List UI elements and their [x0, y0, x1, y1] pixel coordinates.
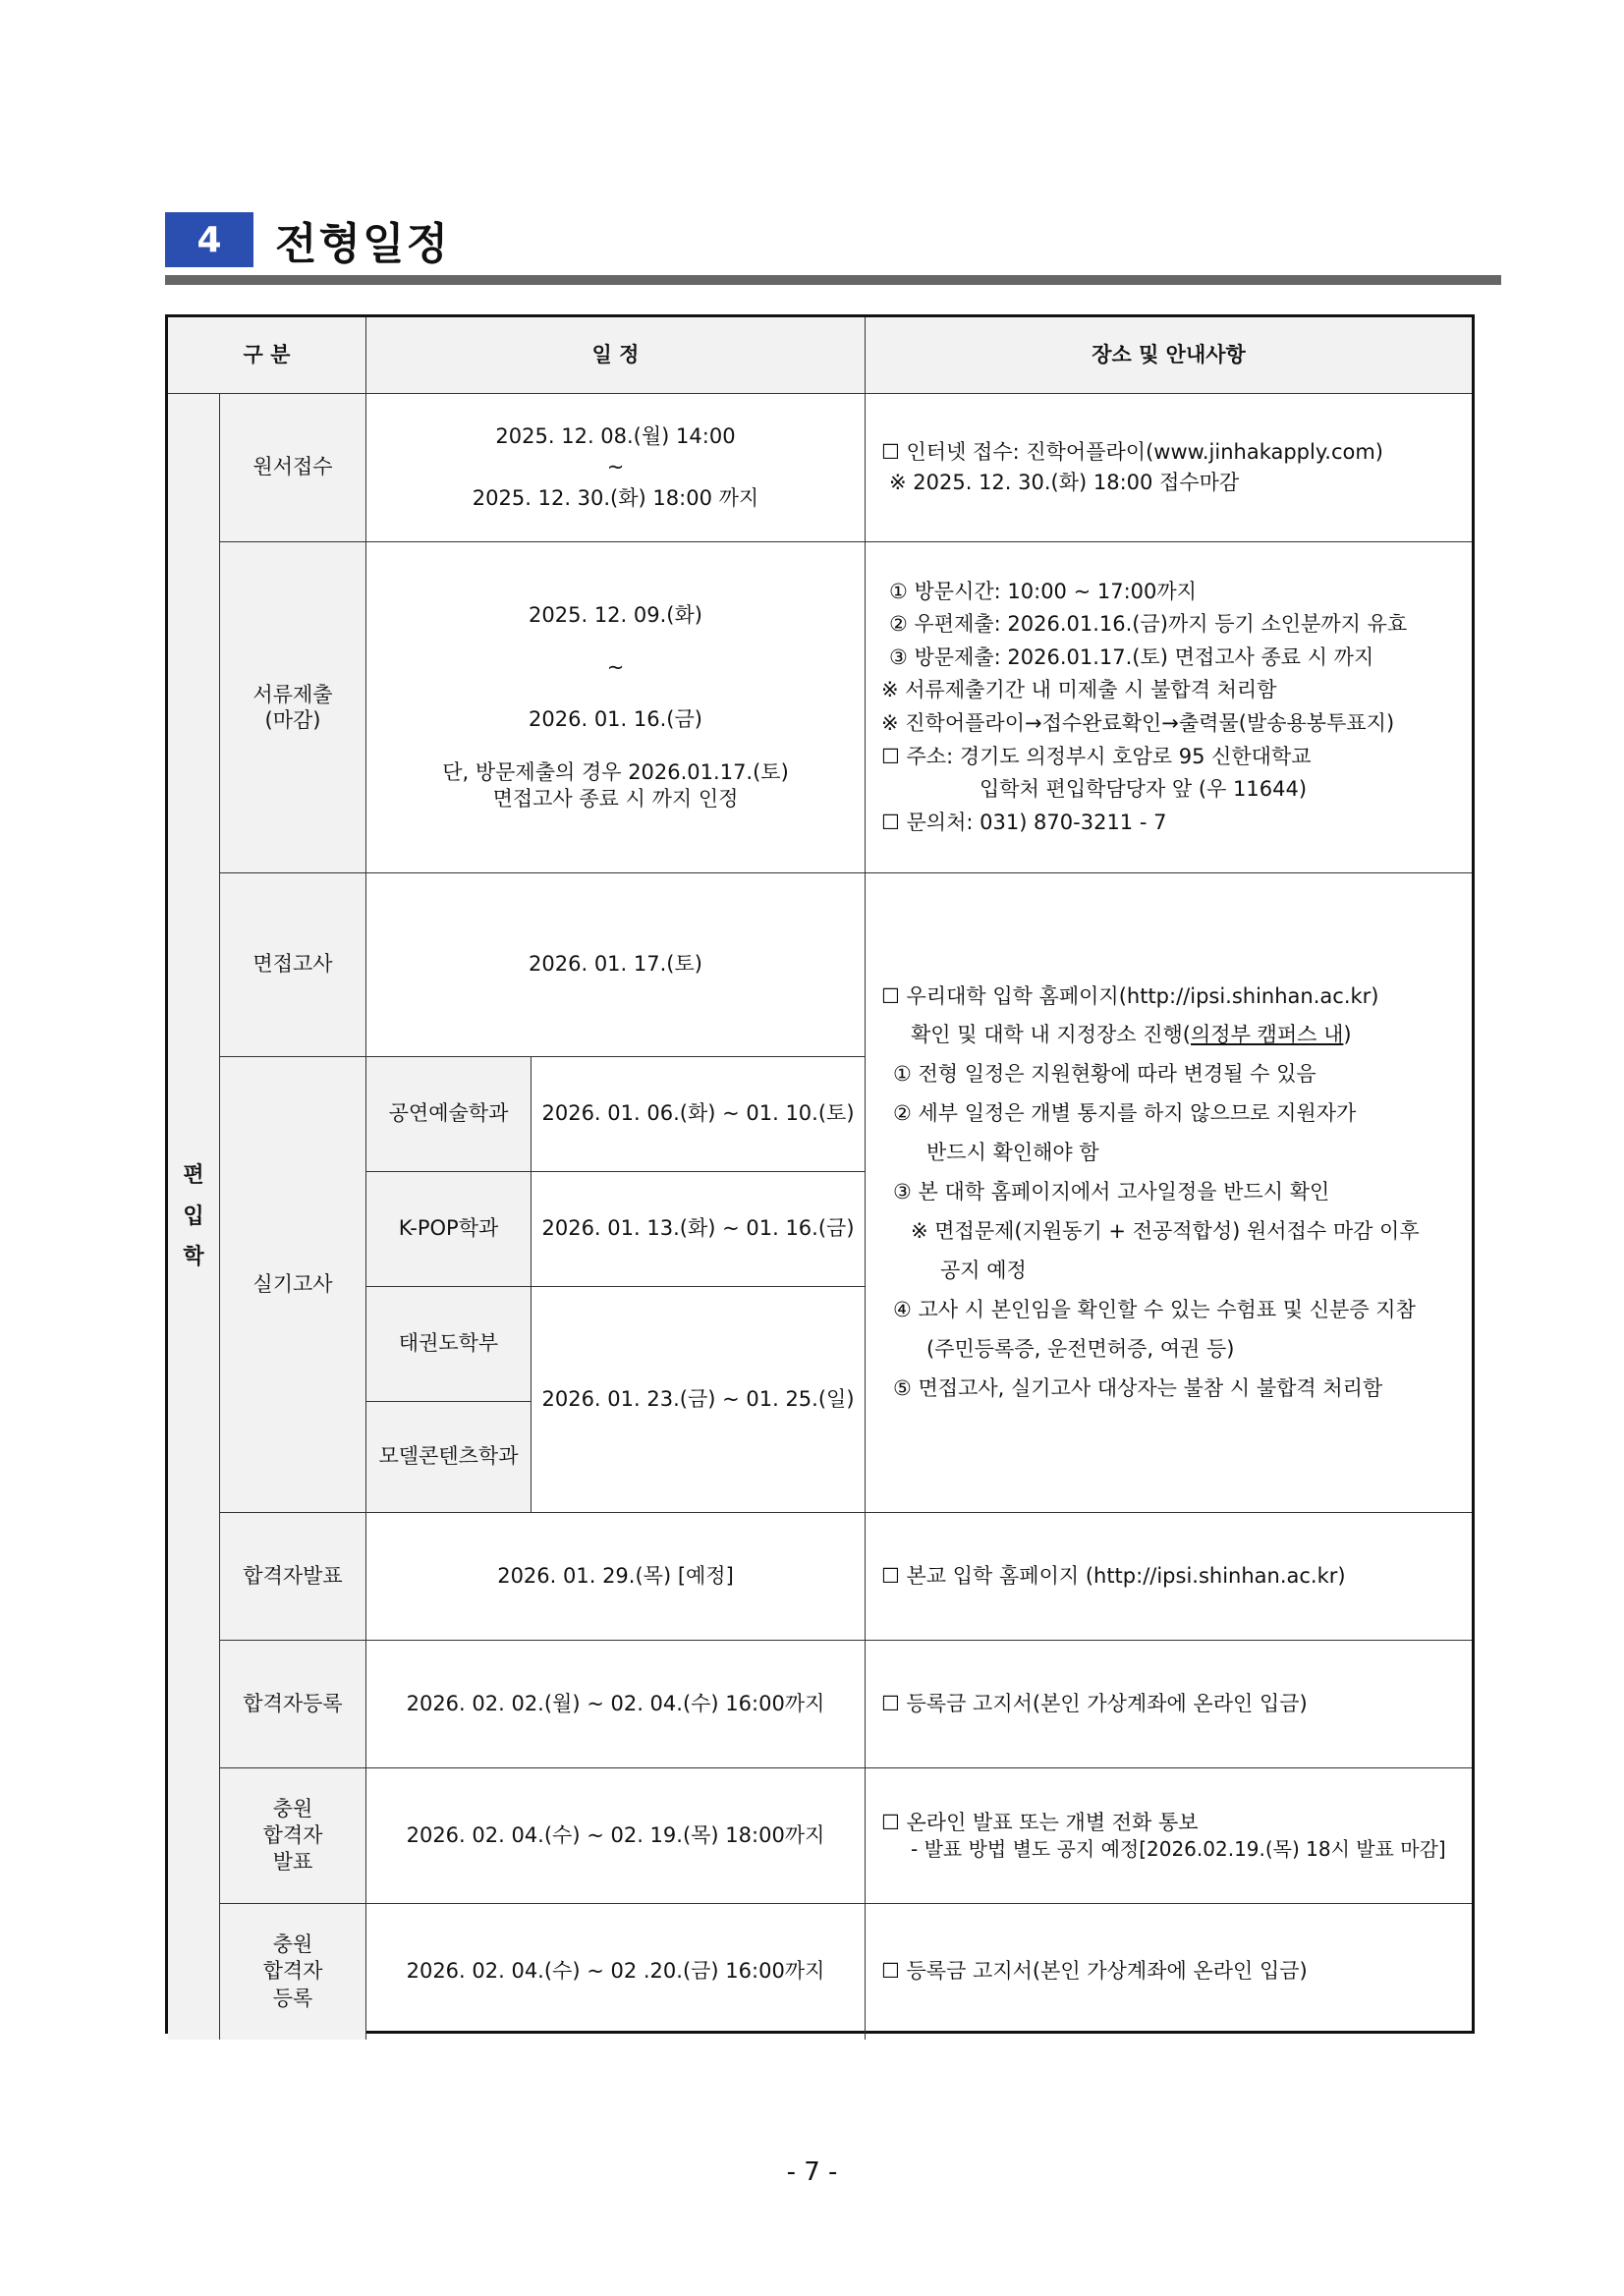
application-schedule: 2025. 12. 08.(월) 14:00 ~ 2025. 12. 30.(화) 18:00 까지 — [366, 394, 866, 542]
row-label-documents: 서류제출 (마감) — [220, 542, 366, 873]
section-title: 전형일정 — [275, 219, 451, 269]
dept-performing-arts-schedule: 2026. 01. 06.(화) ~ 01. 10.(토) — [532, 1057, 866, 1172]
application-notes: ☐ 인터넷 접수: 진학어플라이(www.jinhakapply.com) ※ 2025. 12. 30.(화) 18:00 접수마감 — [866, 394, 1472, 542]
documents-notes: ① 방문시간: 10:00 ~ 17:00까지 ② 우편제출: 2026.01.16.(금)까지 등기 소인분까지 유효 ③ 방문제출: 2026.01.17.(토) 면접고사 종료 시 까지 ※ 서류제출기간 내 미제출 시 불합격 처리함 ※ 진학어플라이→접수완료확인→출력물(발송용봉투표지) ☐ 주소: 경기도 의정부시 호암로 95 신한대학교 입학처 편입학담당자 앞 (우 11644) ☐ 문의처: 031) 870-3211 - 7 — [866, 542, 1472, 873]
row-label-additional-registration: 충원 합격자 등록 — [220, 1904, 366, 2040]
row-label-announcement: 합격자발표 — [220, 1513, 366, 1641]
page-number: - 7 - — [786, 2157, 838, 2187]
header-notes: 장소 및 안내사항 — [866, 317, 1472, 394]
dept-kpop: K-POP학과 — [366, 1172, 532, 1287]
documents-schedule: 2025. 12. 09.(화) ~ 2026. 01. 16.(금) 단, 방문제출의 경우 2026.01.17.(토) 면접고사 종료 시 까지 인정 — [366, 542, 866, 873]
row-label-interview: 면접고사 — [220, 873, 366, 1057]
exam-notes: ☐ 우리대학 입학 홈페이지(http://ipsi.shinhan.ac.kr) 확인 및 대학 내 지정장소 진행(의정부 캠퍼스 내) ① 전형 일정은 지원현황에 따라 변경될 수 있음 ② 세부 일정은 개별 통지를 하지 않으므로 지원자가 반드시 확인해야 함 ③ 본 대학 홈페이지에서 고사일정을 반드시 확인 ※ 면접문제(지원동기 + 전공적합성) 원서접수 마감 이후 공지 예정 ④ 고사 시 본인임을 확인할 수 있는 수험표 및 신분증 지참 (주민등록증, 운전면허증, 여권 등) ⑤ 면접고사, 실기고사 대상자는 불참 시 불합격 처리함 — [866, 873, 1472, 1513]
additional-announcement-notes: ☐ 온라인 발표 또는 개별 전화 통보 - 발표 방법 별도 공지 예정[2026.02.19.(목) 18시 발표 마감] — [866, 1768, 1472, 1904]
header-category: 구 분 — [168, 317, 366, 394]
row-label-additional-announcement: 충원 합격자 발표 — [220, 1768, 366, 1904]
row-label-application: 원서접수 — [220, 394, 366, 542]
additional-announcement-schedule: 2026. 02. 04.(수) ~ 02. 19.(목) 18:00까지 — [366, 1768, 866, 1904]
dept-model-contents: 모델콘텐츠학과 — [366, 1402, 532, 1513]
row-label-registration: 합격자등록 — [220, 1641, 366, 1768]
dept-kpop-schedule: 2026. 01. 13.(화) ~ 01. 16.(금) — [532, 1172, 866, 1287]
announcement-notes: ☐ 본교 입학 홈페이지 (http://ipsi.shinhan.ac.kr) — [866, 1513, 1472, 1641]
announcement-schedule: 2026. 01. 29.(목) [예정] — [366, 1513, 866, 1641]
group-label: 편 입 학 — [168, 394, 220, 2040]
additional-registration-notes: ☐ 등록금 고지서(본인 가상계좌에 온라인 입금) — [881, 1959, 1308, 1984]
dept-performing-arts: 공연예술학과 — [366, 1057, 532, 1172]
row-label-practical: 실기고사 — [220, 1057, 366, 1513]
registration-schedule: 2026. 02. 02.(월) ~ 02. 04.(수) 16:00까지 — [366, 1641, 866, 1768]
dept-taekwondo: 태권도학부 — [366, 1287, 532, 1402]
interview-schedule: 2026. 01. 17.(토) — [366, 873, 866, 1057]
header-schedule: 일 정 — [366, 317, 866, 394]
additional-registration-schedule: 2026. 02. 04.(수) ~ 02 .20.(금) 16:00까지 — [366, 1904, 866, 2040]
section-number: 4 — [165, 212, 253, 267]
dept-shared-schedule: 2026. 01. 23.(금) ~ 01. 25.(일) — [532, 1287, 866, 1513]
section-divider — [165, 275, 1501, 285]
registration-notes: ☐ 등록금 고지서(본인 가상계좌에 온라인 입금) — [866, 1641, 1472, 1768]
schedule-table — [165, 314, 1475, 2034]
section-header — [165, 210, 450, 269]
